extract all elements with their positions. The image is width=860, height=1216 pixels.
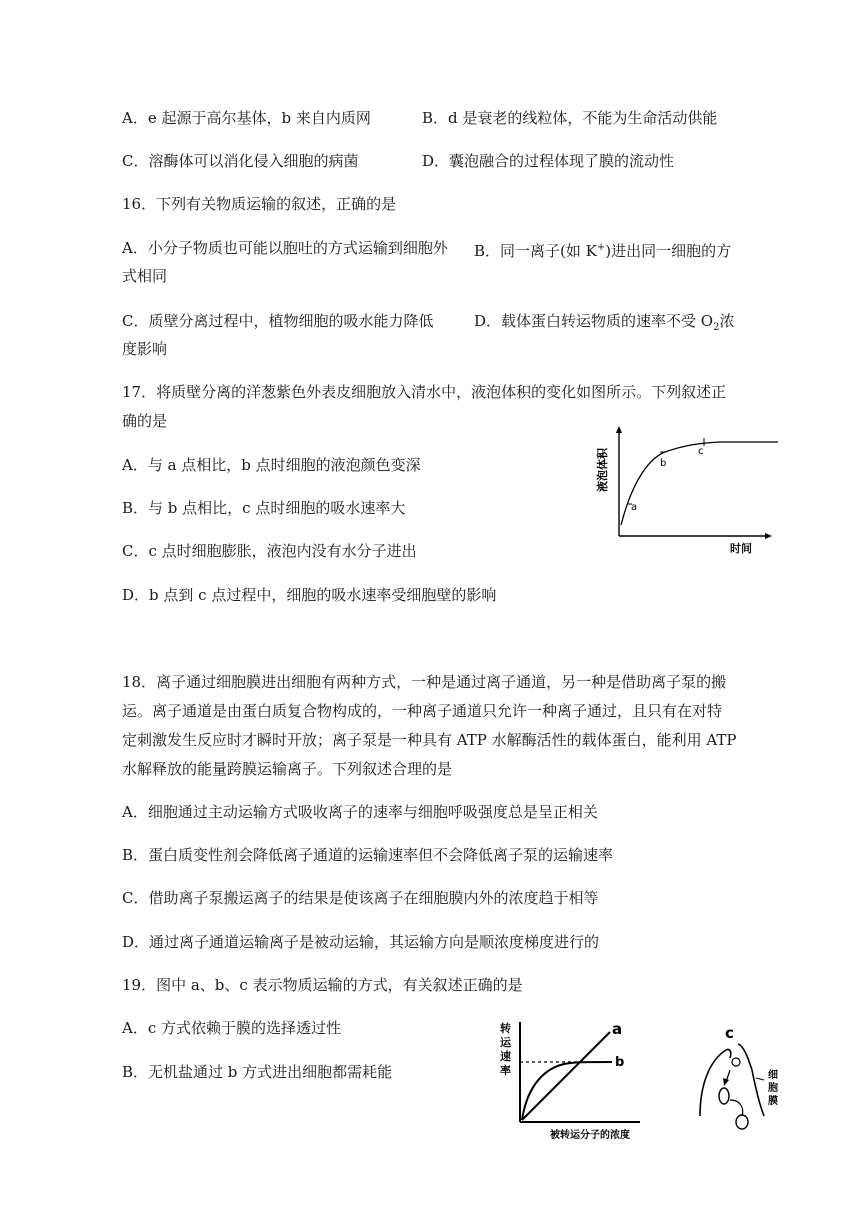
q19-stem: 19．图中 a、b、c 表示物质运输的方式，有关叙述正确的是 <box>122 976 523 994</box>
q19-option-a: A．c 方式依赖于膜的选择透过性 <box>122 1019 342 1037</box>
q18-option-d: D．通过离子通道运输离子是被动运输，其运输方向是顺浓度梯度进行的 <box>122 933 600 951</box>
q18-option-c: C．借助离子泵搬运离子的结果是使该离子在细胞膜内外的浓度趋于相等 <box>122 889 599 907</box>
q19-vesicle-1 <box>719 1088 729 1104</box>
q19-y-label-char: 运 <box>500 1036 511 1049</box>
q16-option-b-continued: 式相同 <box>122 267 168 285</box>
q16-option-a: A．小分子物质也可能以胞吐的方式运输到细胞外 <box>122 239 448 257</box>
q15-option-a: A．e 起源于高尔基体，b 来自内质网 <box>122 109 371 127</box>
q18-stem-line3: 定刺激发生反应时才瞬时开放；离子泵是一种具有 ATP 水解酶活性的载体蛋白，能利用 ATP <box>122 731 737 749</box>
q19-membrane-label-char: 细 <box>768 1070 778 1081</box>
q17-y-axis-label: 液泡体积 <box>596 448 609 492</box>
q17-option-d: D．b 点到 c 点过程中，细胞的吸水速率受细胞壁的影响 <box>122 586 497 604</box>
q16-option-c: C．质壁分离过程中，植物细胞的吸水能力降低 <box>122 312 434 330</box>
q19-membrane-right <box>738 1044 764 1116</box>
q16-option-b: B．同一离子(如 K+)进出同一细胞的方 <box>474 242 732 260</box>
q18-option-b: B．蛋白质变性剂会降低离子通道的运输速率但不会降低离子泵的运输速率 <box>122 846 614 864</box>
q15-option-d: D．囊泡融合的过程体现了膜的流动性 <box>422 152 675 170</box>
q19-line-a <box>522 1032 610 1120</box>
q19-vesicle-diagram <box>690 1024 800 1134</box>
q18-stem-line1: 18．离子通过细胞膜进出细胞有两种方式，一种是通过离子通道，另一种是借助离子泵的搬 <box>122 673 727 691</box>
q15-option-c: C．溶酶体可以消化侵入细胞的病菌 <box>122 152 359 170</box>
q16-option-d: D．载体蛋白转运物质的速率不受 $O_2$浓 <box>474 312 735 333</box>
q19-option-b: B．无机盐通过 b 方式进出细胞都需耗能 <box>122 1063 393 1081</box>
q15-option-b: B．d 是衰老的线粒体，不能为生命活动供能 <box>422 109 718 127</box>
q19-x-axis-label: 被转运分子的浓度 <box>550 1130 630 1141</box>
q19-y-label-char: 率 <box>500 1064 511 1077</box>
q17-option-c: C．c 点时细胞膨胀，液泡内没有水分子进出 <box>122 542 417 560</box>
q18-stem-line2: 运。离子通道是由蛋白质复合物构成的，一种离子通道只允许一种离子通过，且只有在对特 <box>122 702 723 720</box>
q19-vesicle-2 <box>736 1115 748 1129</box>
q19-line-a-label: a <box>612 1020 623 1038</box>
q19-y-label-char: 转 <box>500 1022 511 1035</box>
q17-option-b: B．与 b 点相比，c 点时细胞的吸水速率大 <box>122 499 406 517</box>
q18-stem-line4: 水解释放的能量跨膜运输离子。下列叙述合理的是 <box>122 760 453 778</box>
q19-membrane-label-char: 膜 <box>768 1096 778 1107</box>
q17-option-a: A．与 a 点相比，b 点时细胞的液泡颜色变深 <box>122 456 421 474</box>
q17-point-b-label: b <box>660 458 667 469</box>
q17-point-a-label: a <box>631 502 638 513</box>
q17-x-axis-label: 时间 <box>730 542 752 555</box>
q17-point-c-label: c <box>698 446 704 457</box>
q19-y-label-char: 速 <box>500 1050 511 1063</box>
q18-option-a: A．细胞通过主动运输方式吸收离子的速率与细胞呼吸强度总是呈正相关 <box>122 803 598 821</box>
q19-curve-b <box>522 1062 612 1120</box>
q17-stem-line1: 17．将质壁分离的洋葱紫色外表皮细胞放入清水中，液泡体积的变化如图所示。下列叙述正 <box>122 383 727 401</box>
q17-vacuole-volume-figure <box>590 420 790 560</box>
q17-stem-line2: 确的是 <box>122 412 168 430</box>
q19-label-c: c <box>725 1024 734 1042</box>
q16-option-d-continued: 度影响 <box>122 340 168 358</box>
q19-membrane-label-char: 胞 <box>768 1083 778 1094</box>
q16-stem: 16．下列有关物质运输的叙述，正确的是 <box>122 195 397 213</box>
q19-curve-b-label: b <box>615 1055 625 1070</box>
q19-transport-rate-figure <box>494 1018 654 1148</box>
